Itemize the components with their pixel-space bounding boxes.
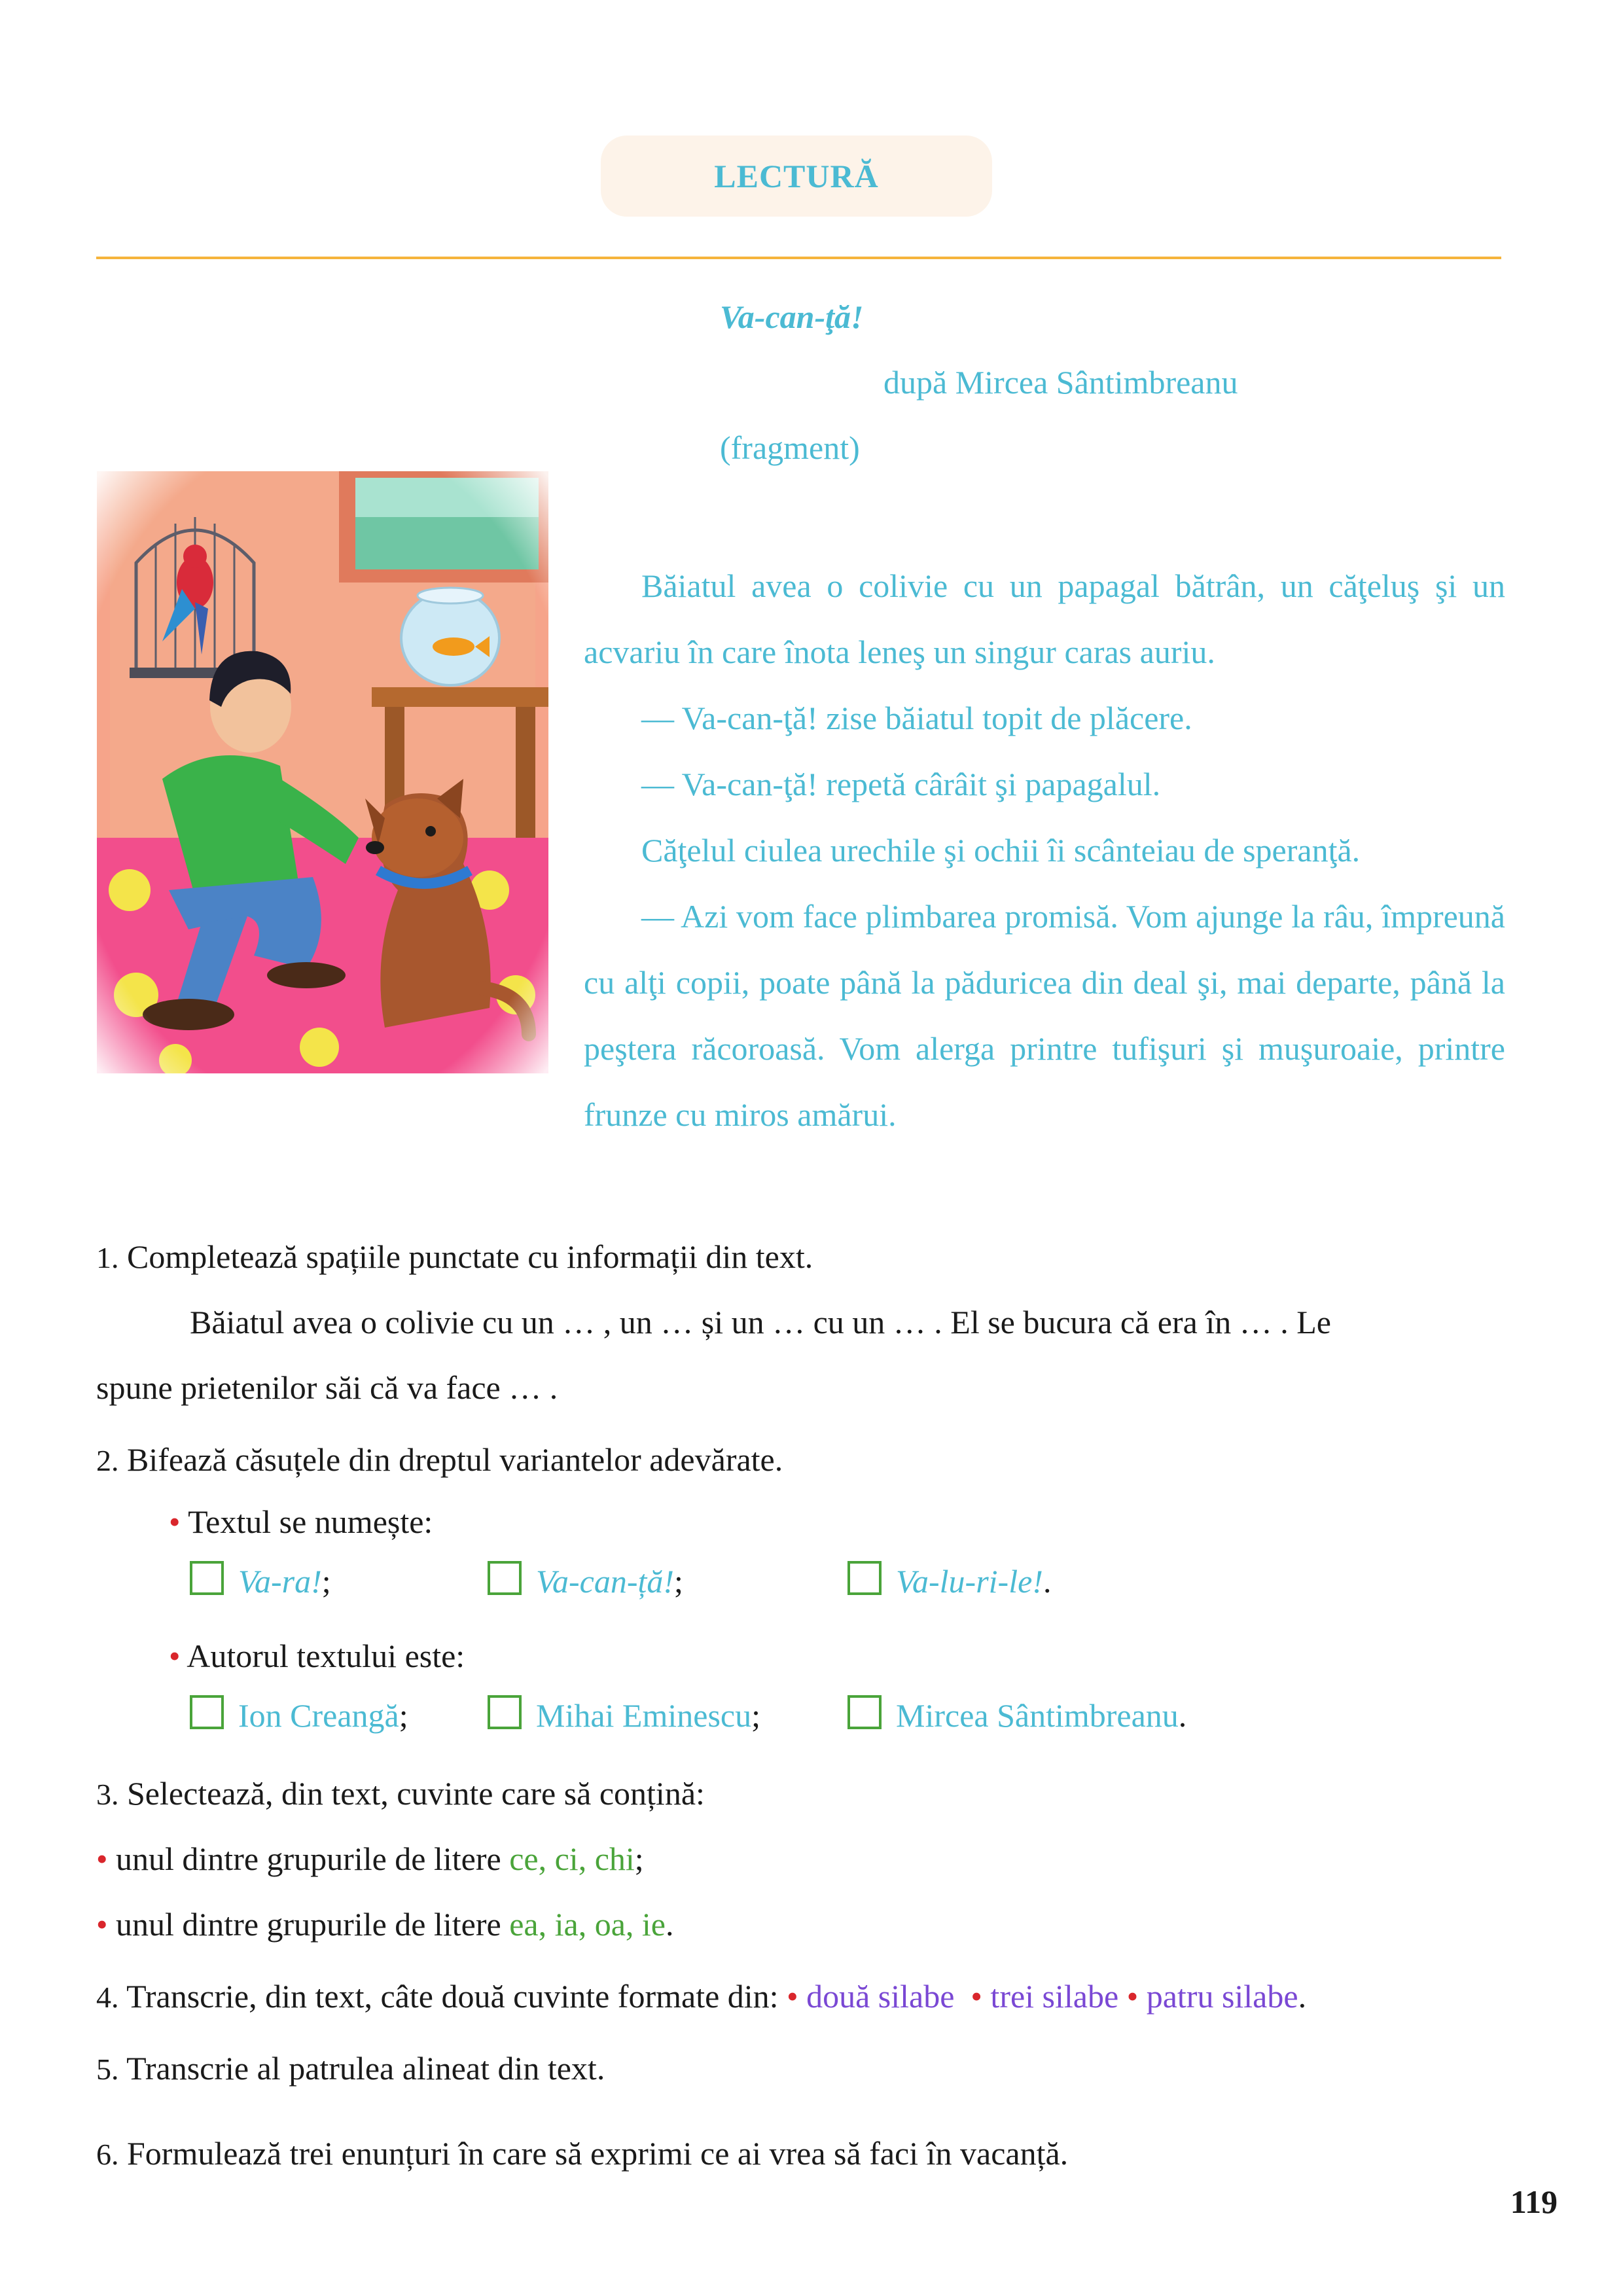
- exercise-instruction: Bifează căsuțele din dreptul variantelor adevărate.: [118, 1441, 783, 1478]
- checkbox[interactable]: [847, 1695, 882, 1729]
- exercise-1-text-line2: spune prietenilor săi că va face … .: [96, 1369, 558, 1406]
- exercise-instruction: Transcrie, din text, câte două cuvinte formate din:: [118, 1978, 787, 2015]
- exercise-number: 6.: [96, 2138, 119, 2171]
- exercise-3: [96, 1761, 705, 1827]
- title-option-3[interactable]: Va-lu-ri-le!.: [847, 1561, 1051, 1600]
- checkbox[interactable]: [488, 1695, 522, 1729]
- title-option-2[interactable]: Va-can-ță!;: [488, 1561, 683, 1600]
- bullet-icon: •: [96, 1906, 108, 1943]
- exercise-3-bullet-2: • unul dintre grupurile de litere ea, ia, oa, ie.: [96, 1906, 674, 1943]
- story-paragraph: — Va-can-ţă! repetă cârâit şi papagalul.: [641, 766, 1161, 802]
- exercise-number: 1.: [96, 1241, 119, 1274]
- exercise-number: 2.: [96, 1444, 119, 1477]
- story-paragraph: Băiatul avea o colivie cu un papagal bătrân, un căţeluş şi un acvariu în care înota leneş un singur caras auriu.: [584, 567, 1505, 670]
- section-title: LECTURĂ: [714, 158, 879, 194]
- bullet-icon: •: [971, 1978, 982, 2015]
- author-option-1[interactable]: Ion Creangă;: [190, 1695, 408, 1734]
- story-paragraph: — Azi vom face plimbarea promisă. Vom ajunge la râu, împreună cu alţi copii, poate până la păduricea din deal şi, mai departe, până la peştera răcoroasă. Vom alerga printre tufişuri şi muşuroaie, printre frunze cu miros amărui.: [584, 898, 1505, 1133]
- exercise-instruction: Completează spațiile punctate cu informații din text.: [118, 1238, 813, 1275]
- bullet-icon: •: [96, 1840, 108, 1877]
- exercise-number: 5.: [96, 2053, 119, 2086]
- story-text: [584, 553, 1505, 1148]
- section-header: [601, 135, 992, 217]
- bullet-icon: •: [1126, 1978, 1139, 2015]
- author-option-2[interactable]: Mihai Eminescu;: [488, 1695, 760, 1734]
- exercise-1-text-line1: Băiatul avea o colivie cu un … , un … și un … cu un … . El se bucura că era în … . Le: [190, 1304, 1331, 1340]
- exercise-2-question-1: • Textul se numește:: [169, 1503, 433, 1540]
- page-number: 119: [1510, 2183, 1558, 2220]
- exercise-instruction: Transcrie al patrulea alineat din text.: [118, 2050, 605, 2087]
- exercise-3-bullet-1: • unul dintre grupurile de litere ce, ci, chi;: [96, 1840, 644, 1877]
- story-author: după Mircea Sântimbreanu: [883, 364, 1238, 401]
- boy-dog-illustration: [97, 471, 548, 1073]
- story-paragraph: — Va-can-ţă! zise băiatul topit de plăcere.: [641, 700, 1192, 736]
- exercise-6: [96, 2121, 1068, 2187]
- exercise-instruction: Formulează trei enunțuri în care să exprimi ce ai vrea să faci în vacanță.: [118, 2135, 1069, 2172]
- header-divider: [96, 257, 1501, 259]
- exercise-4: 4. Transcrie, din text, câte două cuvinte formate din: • două silabe • trei silabe • patru silabe.: [96, 1978, 1307, 2015]
- story-note: (fragment): [720, 429, 860, 466]
- checkbox[interactable]: [190, 1695, 224, 1729]
- exercise-2-question-2: • Autorul textului este:: [169, 1638, 465, 1674]
- author-option-3[interactable]: Mircea Sântimbreanu.: [847, 1695, 1186, 1734]
- story-title: Va-can-ţă!: [720, 298, 864, 335]
- title-option-1[interactable]: Va-ra!;: [190, 1561, 331, 1600]
- exercise-instruction: Selectează, din text, cuvinte care să conțină:: [118, 1775, 705, 1812]
- checkbox[interactable]: [488, 1561, 522, 1595]
- exercise-5: [96, 2036, 605, 2102]
- story-paragraph: Căţelul ciulea urechile şi ochii îi scânteiau de speranţă.: [641, 832, 1361, 869]
- bullet-icon: •: [169, 1638, 181, 1674]
- exercise-1: [96, 1224, 813, 1291]
- bullet-icon: •: [169, 1503, 181, 1540]
- checkbox[interactable]: [847, 1561, 882, 1595]
- exercise-2: [96, 1427, 783, 1494]
- exercise-number: 4.: [96, 1981, 119, 2014]
- bullet-icon: •: [787, 1978, 798, 2015]
- exercise-number: 3.: [96, 1778, 119, 1811]
- checkbox[interactable]: [190, 1561, 224, 1595]
